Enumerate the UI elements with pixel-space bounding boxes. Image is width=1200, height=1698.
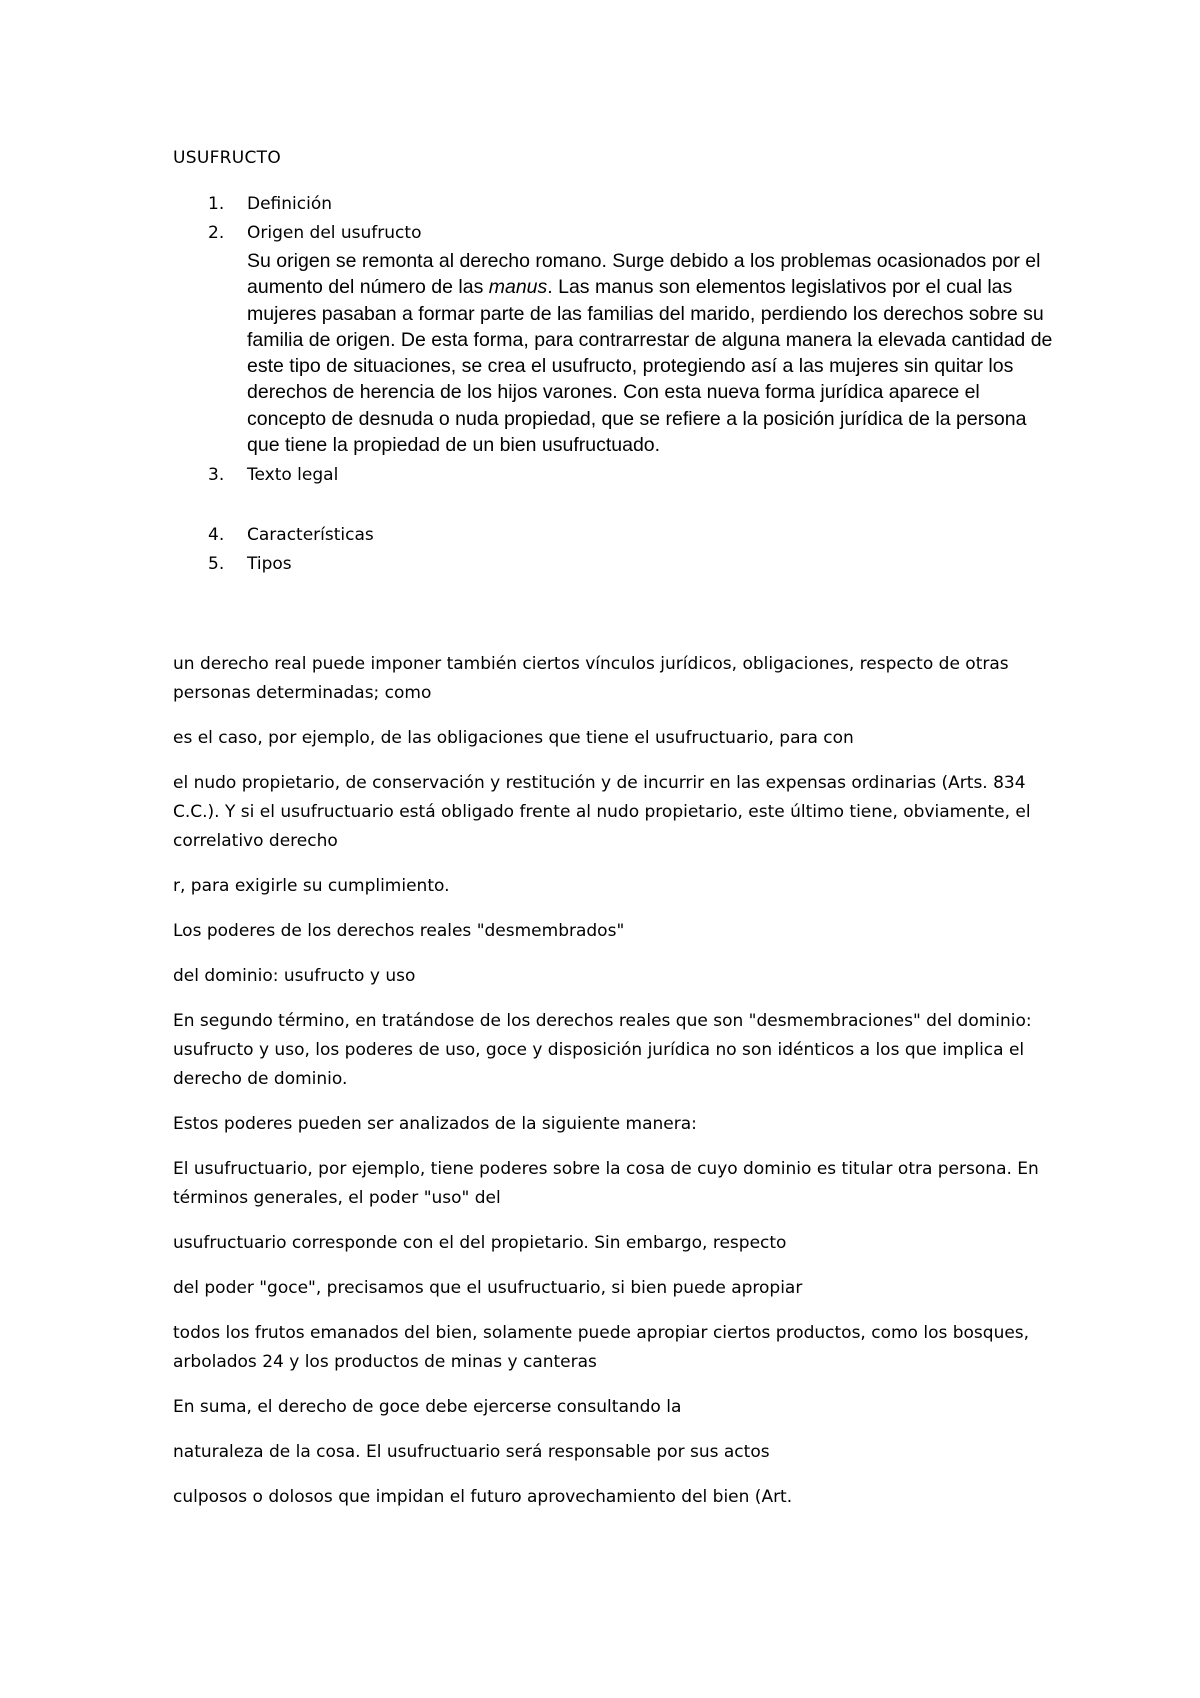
origen-text-start: Su origen se remonta al derecho romano. Surge debido a los problemas ocasionados por el aumento del número de las (247, 250, 1041, 299)
outline-item-label: Origen del usufructo (247, 223, 422, 243)
outline-item-number: 4. (208, 525, 225, 546)
body-paragraph: Estos poderes pueden ser analizados de la siguiente manera: (173, 1114, 697, 1134)
origen-description (247, 248, 1053, 461)
body-paragraph: es el caso, por ejemplo, de las obligaciones que tiene el usufructuario, para con (173, 728, 854, 748)
body-paragraph: naturaleza de la cosa. El usufructuario será responsable por sus actos (173, 1442, 770, 1462)
outline-item-caracteristicas (173, 521, 1053, 550)
outline-item-texto-legal (173, 461, 1053, 490)
outline-item-label: Definición (247, 194, 332, 214)
outline-item-label: Características (247, 525, 374, 546)
body-text (173, 650, 1053, 1528)
outline-item-number: 5. (208, 554, 225, 575)
origen-text-end: . Las manus son elementos legislativos por el cual las mujeres pasaban a formar parte de las familias del marido, perdiendo los derechos sobre su familia de origen. De esta forma, para contrarrestar de alguna manera la elevada cantidad de este tipo de situaciones, se crea el usufructo, protegiendo así a las mujeres sin quitar los derechos de herencia de los hijos varones. Con esta nueva forma jurídica aparece el concepto de desnuda o nuda propiedad, que se refiere a la posición jurídica de la persona que tiene la propiedad de un bien usufructuado. (247, 276, 1053, 457)
outline-item-definicion (173, 190, 1053, 219)
body-paragraph: Los poderes de los derechos reales "desmembrados" (173, 921, 625, 941)
body-paragraph: El usufructuario, por ejemplo, tiene poderes sobre la cosa de cuyo dominio es titular otra persona. En términos generales, el poder "uso" del (173, 1159, 1039, 1208)
document-title: USUFRUCTO (173, 148, 282, 168)
body-paragraph: En segundo término, en tratándose de los derechos reales que son "desmembraciones" del dominio: usufructo y uso, los poderes de uso, goce y disposición jurídica no son idénticos a los que implica el derecho de dominio. (173, 1011, 1032, 1089)
body-paragraph: el nudo propietario, de conservación y restitución y de incurrir en las expensas ordinarias (Arts. 834 C.C.). Y si el usufructuario está obligado frente al nudo propietario, este último tiene, obviamente, el correlativo derecho (173, 773, 1031, 851)
body-paragraph: un derecho real puede imponer también ciertos vínculos jurídicos, obligaciones, respecto de otras personas determinadas; como (173, 654, 1009, 703)
body-paragraph: todos los frutos emanados del bien, solamente puede apropiar ciertos productos, como los bosques, arbolados 24 y los productos de minas y canteras (173, 1323, 1030, 1372)
body-paragraph: usufructuario corresponde con el del propietario. Sin embargo, respecto (173, 1233, 787, 1253)
outline-item-label: Texto legal (247, 465, 339, 486)
outline-item-origen (173, 219, 1053, 461)
outline-item-number: 2. (208, 223, 225, 243)
body-paragraph: del poder "goce", precisamos que el usufructuario, si bien puede apropiar (173, 1278, 803, 1298)
body-paragraph: r, para exigirle su cumplimiento. (173, 876, 450, 896)
outline-item-label: Tipos (247, 554, 292, 575)
body-paragraph: En suma, el derecho de goce debe ejercerse consultando la (173, 1397, 682, 1417)
origen-text-emphasis: manus (488, 276, 548, 299)
outline-item-tipos (173, 550, 1053, 579)
body-paragraph: culposos o dolosos que impidan el futuro aprovechamiento del bien (Art. (173, 1487, 793, 1507)
body-paragraph: del dominio: usufructo y uso (173, 966, 416, 986)
outline-list (173, 190, 1053, 579)
outline-item-number: 3. (208, 465, 225, 486)
outline-item-number: 1. (208, 194, 225, 214)
